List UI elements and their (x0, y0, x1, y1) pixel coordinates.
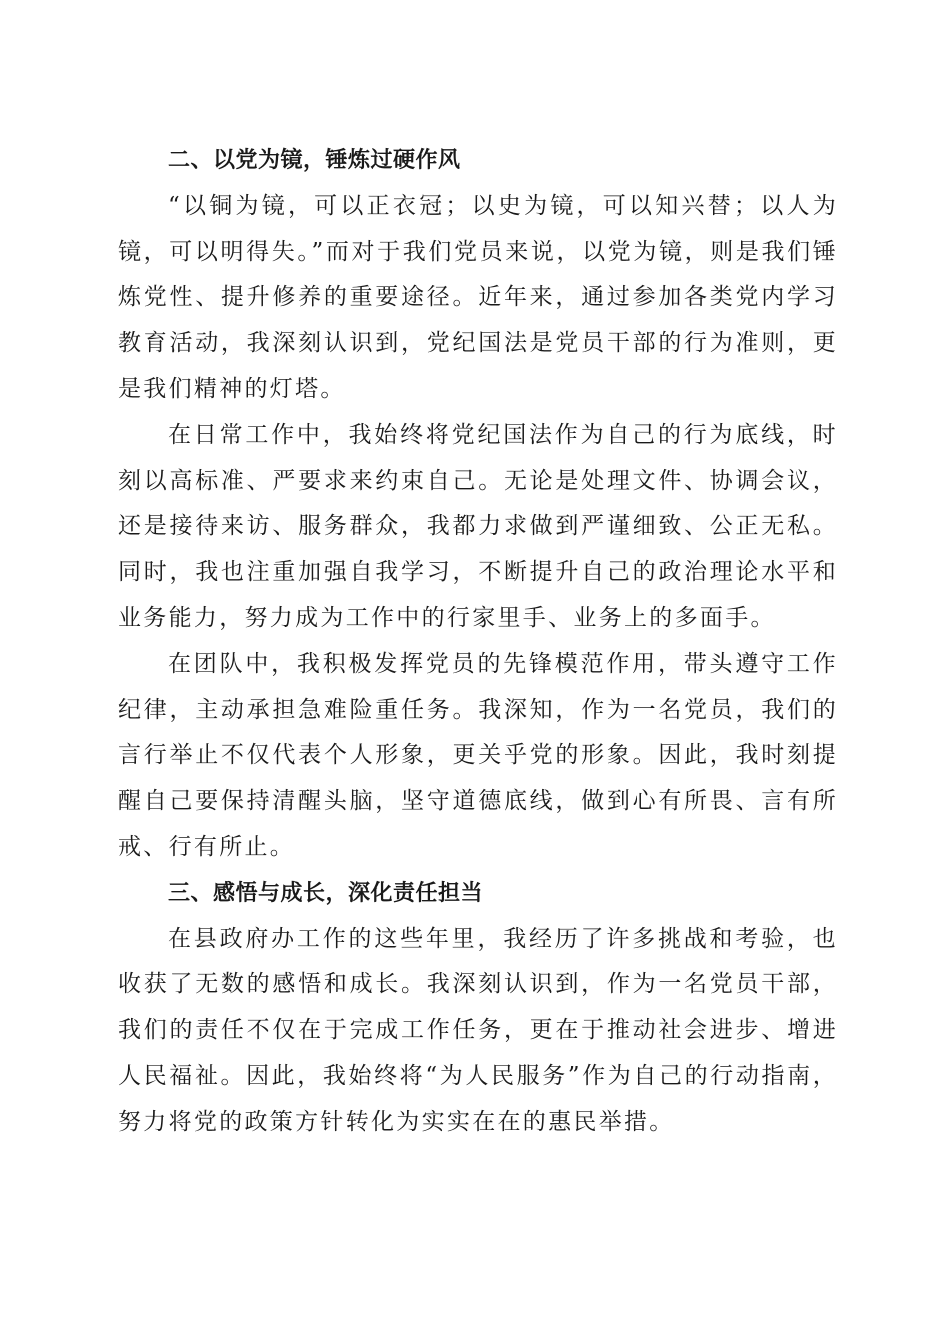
section-heading: 三、感悟与成长，深化责任担当 (168, 880, 484, 906)
paragraph: “以铜为镜，可以正衣冠；以史为镜，可以知兴替；以人为镜，可以明得失。”而对于我们党员来说，以党为镜，则是我们锤炼党性、提升修养的重要途径。近年来，通过参加各类党内学习教育活动，我深刻认识到，党纪国法是党员干部的行为准则，更是我们精神的灯塔。 (118, 192, 838, 402)
section-heading: 二、以党为镜，锤炼过硬作风 (168, 148, 461, 173)
paragraph: 在县政府办工作的这些年里，我经历了许多挑战和考验，也收获了无数的感悟和成长。我深刻认识到，作为一名党员干部，我们的责任不仅在于完成工作任务，更在于推动社会进步、增进人民福祉。因此，我始终将“为人民服务”作为自己的行动指南，努力将党的政策方针转化为实实在在的惠民举措。 (118, 925, 838, 1135)
section-3 (118, 871, 838, 1146)
paragraph: 在团队中，我积极发挥党员的先锋模范作用，带头遵守工作纪律，主动承担急难险重任务。我深知，作为一名党员，我们的言行举止不仅代表个人形象，更关乎党的形象。因此，我时刻提醒自己要保持清醒头脑，坚守道德底线，做到心有所畏、言有所戒、行有所止。 (118, 650, 838, 860)
section-2 (118, 138, 838, 871)
document-body (118, 138, 838, 1146)
paragraph: 在日常工作中，我始终将党纪国法作为自己的行为底线，时刻以高标准、严要求来约束自己。无论是处理文件、协调会议，还是接待来访、服务群众，我都力求做到严谨细致、公正无私。同时，我也注重加强自我学习，不断提升自己的政治理论水平和业务能力，努力成为工作中的行家里手、业务上的多面手。 (118, 421, 838, 631)
